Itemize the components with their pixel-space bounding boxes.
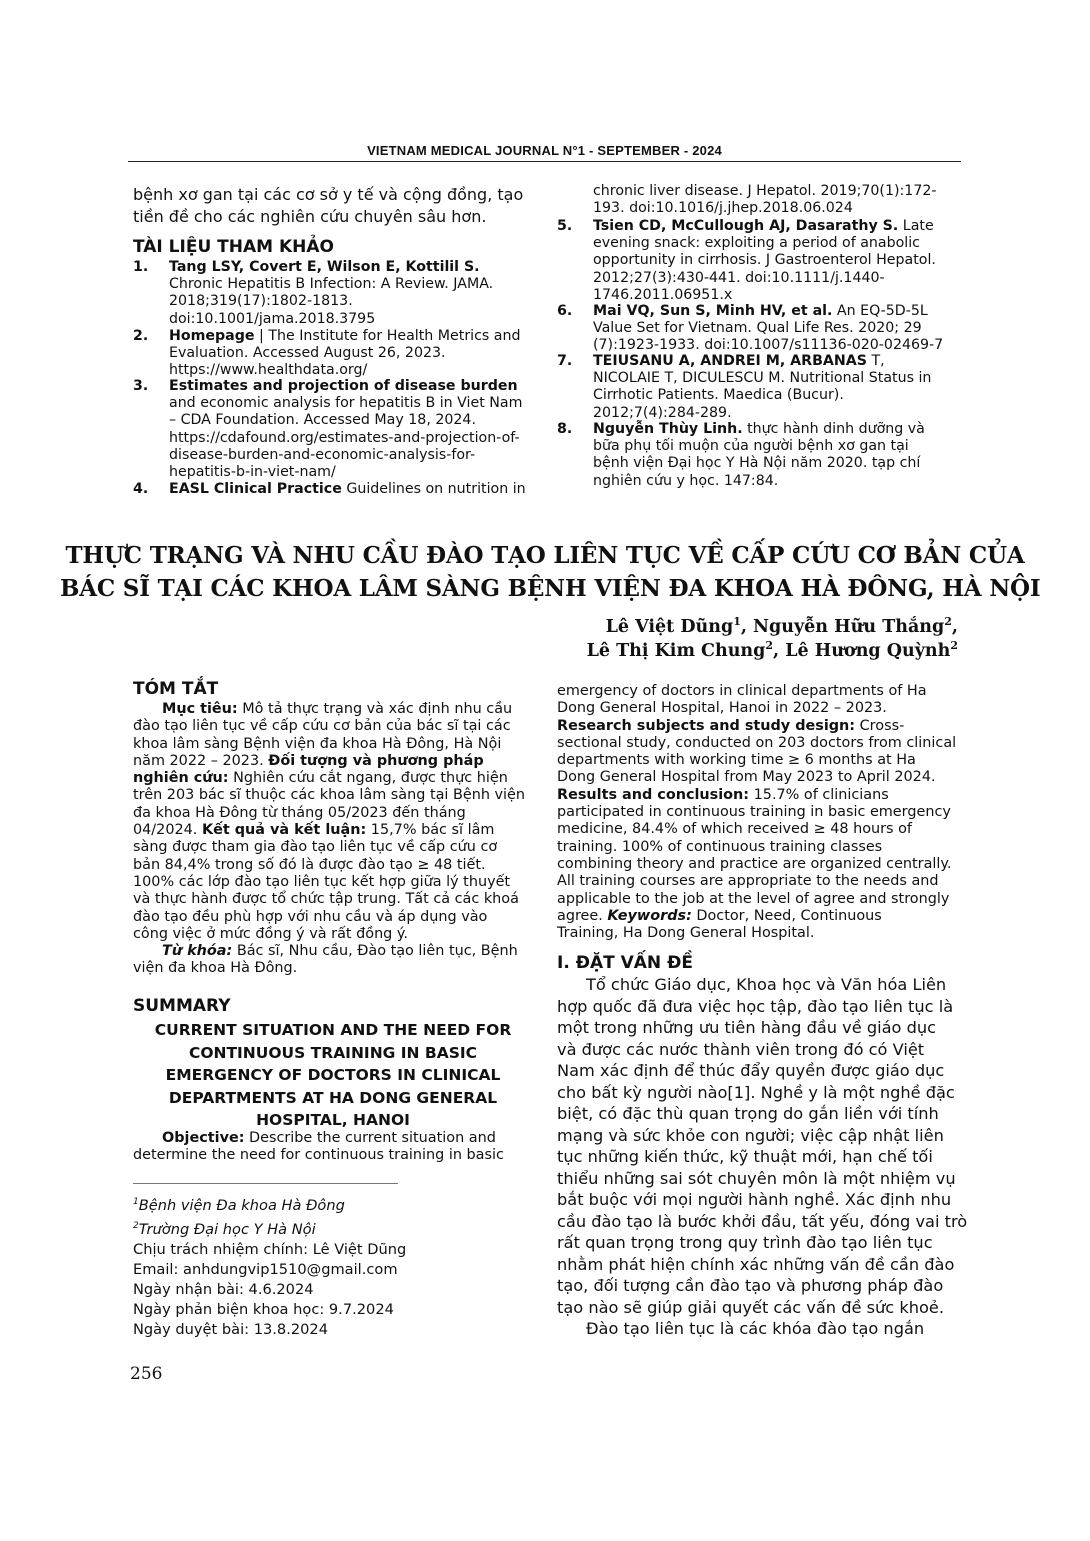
- author-affiliation: 2: [765, 639, 774, 652]
- body-line: mạng và sức khỏe con người; việc cập nhật liên: [557, 1125, 944, 1145]
- abstract-line: combining theory and practice are organized centrally.: [557, 855, 952, 872]
- objective-label: Objective:: [162, 1130, 245, 1146]
- reference-number: 3.: [133, 378, 149, 394]
- keywords-label: Keywords:: [607, 907, 692, 924]
- abstract-line: Dong General Hospital from May 2023 to April 2024.: [557, 769, 936, 786]
- abstract-line: emergency of doctors in clinical departments of Ha: [557, 683, 927, 699]
- body-line: tạo nào sẽ giúp giải quyết các vấn đề sức khoẻ.: [557, 1297, 944, 1317]
- abstract-line: Dong General Hospital, Hanoi in 2022 – 2023.: [557, 700, 887, 717]
- abstract-line: applicable to the job at the level of agree and strongly: [557, 890, 950, 907]
- english-abstract-continuation: [557, 683, 959, 942]
- reference-authors: TEIUSANU A, ANDREI M, ARBANAS: [593, 353, 867, 369]
- reference-text: Guidelines on nutrition in: [341, 481, 526, 497]
- body-line: và được các nước thành viên trong đó có Việt: [557, 1039, 925, 1059]
- reference-line: 1746.2011.06951.x: [593, 286, 733, 303]
- vietnamese-abstract: [133, 701, 531, 978]
- intro-paragraph: [133, 184, 533, 227]
- abstract-line: Training, Ha Dong General Hospital.: [557, 925, 815, 942]
- reference-number: 4.: [133, 481, 149, 497]
- body-line: hợp quốc đã đưa việc học tập, đào tạo liên tục là: [557, 996, 954, 1016]
- abstract-line: bản 84,4% trong số đó là được đào tạo ≥ 48 tiết.: [133, 856, 486, 873]
- reference-line: Value Set for Vietnam. Qual Life Res. 2020; 29: [593, 320, 922, 337]
- footnote-marker: 1: [133, 1197, 139, 1207]
- reference-title: Estimates and projection of disease burden: [169, 378, 518, 394]
- abstract-line: sectional study, conducted on 203 doctors from clinical: [557, 734, 957, 751]
- reference-text: An EQ-5D-5L: [832, 303, 928, 319]
- accepted-date: Ngày duyệt bài: 13.8.2024: [133, 1320, 328, 1338]
- reference-line: nghiên cứu y học. 147:84.: [593, 472, 779, 489]
- abstract-line: medicine, 84.4% of which received ≥ 48 hours of: [557, 821, 912, 838]
- abstract-text: 04/2024.: [133, 822, 202, 839]
- affiliation-1: Bệnh viện Đa khoa Hà Đông: [138, 1196, 345, 1214]
- abstract-line: khoa lâm sàng Bệnh viện đa khoa Hà Đông, Hà Nội: [133, 735, 502, 752]
- reference-authors: Tang LSY, Covert E, Wilson E, Kottilil S.: [169, 259, 480, 275]
- abstract-line: determine the need for continuous training in basic: [133, 1147, 504, 1164]
- abstract-text: Doctor, Need, Continuous: [691, 907, 882, 924]
- reference-number: 7.: [557, 353, 573, 369]
- reference-line: chronic liver disease. J Hepatol. 2019;70(1):172-: [593, 183, 937, 199]
- abstract-text: Describe the current situation and: [244, 1130, 496, 1146]
- abstract-line: sàng được tham gia đào tạo liên tục về cấp cứu cơ: [133, 839, 498, 856]
- abstract-heading: TÓM TẮT: [133, 679, 219, 699]
- abstract-text: Nghiên cứu cắt ngang, được thực hiện: [228, 770, 508, 787]
- reference-line: Evaluation. Accessed August 26, 2023.: [169, 345, 446, 362]
- reference-text: T,: [866, 353, 885, 369]
- abstract-line: participated in continuous training in basic emergency: [557, 804, 951, 821]
- reference-line: Chronic Hepatitis B Infection: A Review. JAMA.: [169, 276, 494, 293]
- summary-title-line: DEPARTMENTS AT HA DONG GENERAL: [168, 1088, 498, 1107]
- reference-text: | The Institute for Health Metrics and: [254, 328, 521, 344]
- reference-line: NICOLAIE T, DICULESCU M. Nutritional Status in: [593, 370, 932, 387]
- reference-line: bữa phụ tối muộn của người bệnh xơ gan tại: [593, 438, 909, 455]
- summary-title-line: EMERGENCY OF DOCTORS IN CLINICAL: [165, 1066, 501, 1084]
- reference-line: https://cdafound.org/estimates-and-projection-of-: [169, 429, 520, 446]
- reference-text: Late: [898, 218, 934, 234]
- reference-line: 193. doi:10.1016/j.jhep.2018.06.024: [593, 200, 853, 217]
- objective-label: Mục tiêu:: [162, 701, 238, 717]
- received-date: Ngày nhận bài: 4.6.2024: [133, 1280, 314, 1298]
- abstract-text: 15.7% of clinicians: [749, 786, 889, 803]
- english-abstract-start: [133, 1130, 531, 1165]
- author-name: Lê Việt Dũng: [605, 616, 734, 637]
- summary-title-line: CONTINUOUS TRAINING IN BASIC: [188, 1043, 478, 1062]
- authors-line: Lê Việt Dũng$^1$, Nguyễn Hữu Thắng$^2$,: [605, 615, 958, 637]
- abstract-text: Bác sĩ, Nhu cầu, Đào tạo liên tục, Bệnh: [232, 943, 518, 960]
- body-line: cầu đào tạo là bước khởi đầu, tất yếu, đóng vai trò: [557, 1211, 968, 1231]
- abstract-line: và thực hành được tổ chức tập trung. Tất cả các khoá: [133, 891, 519, 908]
- abstract-line: đào tạo đều phù hợp với nhu cầu và áp dụng vào: [133, 908, 488, 925]
- reference-authors: Tsien CD, McCullough AJ, Dasarathy S.: [593, 218, 899, 234]
- body-line: cho bất kỳ người nào[1]. Nghề y là một nghề đặc: [557, 1082, 955, 1102]
- abstract-text: 15,7% bác sĩ lâm: [366, 822, 495, 839]
- reference-authors: Mai VQ, Sun S, Minh HV, et al.: [593, 303, 833, 319]
- body-line: biệt, có đặc thù quan trọng do gắn liền với tính: [557, 1104, 939, 1123]
- reference-line: Cirrhotic Patients. Maedica (Bucur).: [593, 387, 844, 404]
- body-line: nhằm phát hiện chính xác những vấn đề cần đào: [557, 1254, 955, 1274]
- article-title-line: THỰC TRẠNG VÀ NHU CẦU ĐÀO TẠO LIÊN TỤC VỀ CẤP CỨU CƠ BẢN CỦA: [65, 542, 1025, 569]
- methods-label-cont: nghiên cứu:: [133, 770, 229, 787]
- intro-line: bệnh xơ gan tại các cơ sở y tế và cộng đồng, tạo: [133, 185, 524, 204]
- abstract-text: Mô tả thực trạng và xác định nhu cầu: [237, 701, 513, 717]
- references-heading: TÀI LIỆU THAM KHẢO: [133, 237, 334, 257]
- reference-text: thực hành dinh dưỡng và: [742, 421, 925, 437]
- abstract-line: 100% các lớp đào tạo liên tục kết hợp giữa lý thuyết: [133, 873, 511, 890]
- summary-title: [128, 1019, 538, 1132]
- body-line: một trong những ưu tiên hàng đầu về giáo dục: [557, 1018, 937, 1037]
- abstract-line: công việc ở mức đồng ý và rất đồng ý.: [133, 925, 408, 942]
- body-line: rất quan trọng trong quy trình đào tạo liên tục: [557, 1233, 933, 1252]
- corresponding-author: Chịu trách nhiệm chính: Lê Việt Dũng: [133, 1240, 407, 1258]
- keywords-label: Từ khóa:: [162, 943, 233, 960]
- reference-authors: Nguyễn Thùy Linh.: [593, 421, 743, 437]
- reference-line: (7):1923-1933. doi:10.1007/s11136-020-02469-7: [593, 337, 944, 354]
- authors-line: Lê Thị Kim Chung$^2$, Lê Hương Quỳnh$^2$: [586, 639, 958, 661]
- body-line: tục những kiến thức, kỹ thuật mới, hạn chế tối: [557, 1147, 933, 1166]
- abstract-line: training. 100% of continuous training classes: [557, 838, 883, 855]
- reference-authors: Homepage: [169, 328, 255, 344]
- results-label: Results and conclusion:: [557, 786, 750, 803]
- affiliation-2: Trường Đại học Y Hà Nội: [138, 1220, 316, 1238]
- review-date: Ngày phản biện khoa học: 9.7.2024: [133, 1300, 394, 1318]
- reference-line: 2012;7(4):284-289.: [593, 404, 732, 421]
- section-heading: I. ĐẶT VẤN ĐỀ: [557, 953, 693, 973]
- body-line: Nam xác định để thúc đẩy quyền được giáo dục: [557, 1061, 945, 1080]
- summary-title-line: CURRENT SITUATION AND THE NEED FOR: [154, 1021, 512, 1039]
- footnote-rule: [133, 1183, 398, 1184]
- article-title-line: BÁC SĨ TẠI CÁC KHOA LÂM SÀNG BỆNH VIỆN ĐA KHOA HÀ ĐÔNG, HÀ NỘI: [60, 575, 1041, 602]
- abstract-line: All training courses are appropriate to the needs and: [557, 873, 939, 890]
- abstract-line: đa khoa Hà Đông từ tháng 05/2023 đến tháng: [133, 804, 466, 821]
- abstract-text: agree.: [557, 907, 603, 924]
- page-number: 256: [130, 1364, 163, 1384]
- running-header: VIETNAM MEDICAL JOURNAL N°1 - SEPTEMBER - 2024: [367, 143, 722, 158]
- section-body: [557, 974, 968, 1340]
- reference-number: 8.: [557, 421, 573, 437]
- reference-number: 6.: [557, 303, 573, 319]
- abstract-line: departments with working time ≥ 6 months at Ha: [557, 752, 916, 769]
- summary-heading: SUMMARY: [133, 996, 231, 1016]
- methods-label: Đối tượng và phương pháp: [268, 752, 484, 769]
- footnote-marker: 2: [133, 1220, 139, 1231]
- results-label: Kết quả và kết luận:: [201, 822, 367, 839]
- abstract-text: năm 2022 – 2023.: [133, 752, 269, 769]
- abstract-text: Cross-: [855, 717, 905, 734]
- body-line: bắt buộc với mọi người hành nghề. Xác định nhu: [557, 1190, 952, 1209]
- abstract-line: trên 203 bác sĩ thuộc các khoa lâm sàng tại Bệnh viện: [133, 787, 526, 804]
- intro-line: tiền đề cho các nghiên cứu chuyên sâu hơn.: [133, 206, 487, 226]
- reference-number: 5.: [557, 218, 573, 234]
- body-line: Tổ chức Giáo dục, Khoa học và Văn hóa Liên: [586, 975, 947, 994]
- reference-line: bệnh viện Đại học Y Hà Nội năm 2020. tạp chí: [593, 455, 921, 472]
- subjects-label: Research subjects and study design:: [557, 717, 856, 734]
- author-affiliation: 1: [733, 615, 741, 628]
- footnotes: [133, 1192, 406, 1340]
- reference-number: 2.: [133, 328, 149, 344]
- abstract-line: viện đa khoa Hà Đông.: [133, 960, 298, 977]
- author-name: Lê Hương Quỳnh: [785, 640, 951, 661]
- reference-line: disease-burden-and-economic-analysis-for-: [169, 446, 476, 463]
- reference-line: hepatitis-b-in-viet-nam/: [169, 464, 336, 481]
- reference-title: EASL Clinical Practice: [169, 481, 342, 497]
- reference-number: 1.: [133, 259, 149, 275]
- reference-line: doi:10.1001/jama.2018.3795: [169, 310, 376, 327]
- reference-line: evening snack: exploiting a period of anabolic: [593, 235, 920, 252]
- author-affiliation: 2: [944, 615, 952, 628]
- header-rule: [128, 161, 961, 162]
- reference-line: https://www.healthdata.org/: [169, 362, 368, 379]
- reference-line: – CDA Foundation. Accessed May 18, 2024.: [169, 412, 476, 429]
- reference-line: and economic analysis for hepatitis B in Viet Nam: [169, 395, 523, 412]
- author-name: Lê Thị Kim Chung: [586, 640, 766, 661]
- body-line: tạo, đối tượng cần đào tạo và phương pháp đào: [557, 1276, 944, 1295]
- summary-title-line: HOSPITAL, HANOI: [256, 1111, 410, 1129]
- abstract-line: đào tạo liên tục về cấp cứu cơ bản của bác sĩ tại các: [133, 718, 511, 735]
- body-line: thiểu những sai sót chuyên môn là một nhiệm vụ: [557, 1168, 956, 1188]
- email: Email: anhdungvip1510@gmail.com: [133, 1260, 398, 1278]
- reference-line: 2012;27(3):430-441. doi:10.1111/j.1440-: [593, 269, 885, 286]
- author-affiliation: 2: [950, 639, 958, 652]
- reference-line: opportunity in cirrhosis. J Gastroenterol Hepatol.: [593, 252, 936, 269]
- body-line: Đào tạo liên tục là các khóa đào tạo ngắn: [586, 1319, 925, 1338]
- author-name: Nguyễn Hữu Thắng: [753, 616, 945, 637]
- reference-line: 2018;319(17):1802-1813.: [169, 293, 353, 310]
